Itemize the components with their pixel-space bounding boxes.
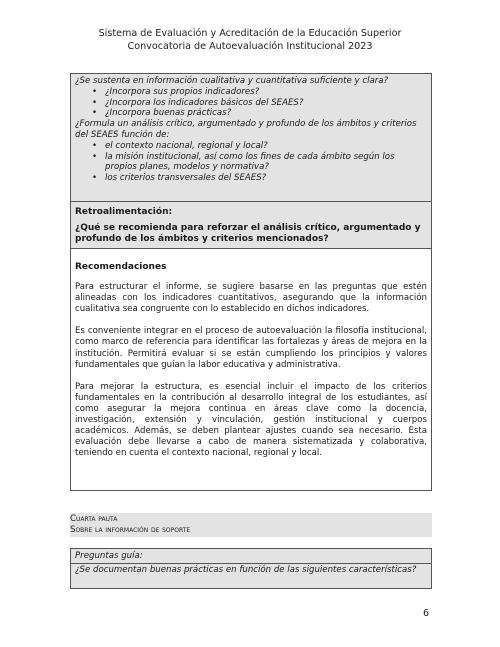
header-line-2: Convocatoria de Autoevaluación Institucional 2023 <box>127 40 373 52</box>
feedback-section <box>71 202 431 249</box>
recommendation-paragraph-2: Es conveniente integrar en el proceso de autoevaluación la filosofía institucional, como marco de referencia para identificar las fortalezas y áreas de mejora en la institución. Permitirá evaluar si se están cumpliendo los principios y valores fundamentales que guían la labor educativa y administrativa. <box>75 326 427 370</box>
bullet-item: • ¿Incorpora sus propios indicadores? <box>75 87 427 98</box>
feedback-title: Retroalimentación: <box>75 207 173 217</box>
guideline-number: Cuarta pauta <box>70 514 118 524</box>
header-line-1: Sistema de Evaluación y Acreditación de la Educación Superior <box>98 28 402 39</box>
recommendations-section <box>71 249 431 474</box>
question-1-bullets <box>75 87 427 119</box>
document-header <box>0 28 500 53</box>
guideline-subject: Sobre la información de soporte <box>70 525 191 535</box>
bullet-item: • ¿Incorpora buenas prácticas? <box>75 108 427 119</box>
guideline-heading <box>70 513 432 537</box>
question-2: ¿Formula un análisis crítico, argumentado y profundo de los ámbitos y criterios del SEAES función de: <box>75 119 417 140</box>
bullet-item: • el contexto nacional, regional y local? <box>75 141 427 152</box>
page-number: 6 <box>423 608 430 619</box>
feedback-question: ¿Qué se recomienda para reforzar el análisis crítico, argumentado y profundo de los ámbitos y criterios mencionados? <box>75 222 421 245</box>
bullet-item: • ¿Incorpora los indicadores básicos del SEAES? <box>75 98 427 109</box>
question-2-bullets <box>75 141 427 184</box>
recommendation-paragraph-1: Para estructurar el informe, se sugiere basarse en las preguntas que estén alineadas con los indicadores cuantitativos, asegurando que la información cualitativa sea congruente con lo establecido en dichos indicadores. <box>75 282 427 315</box>
guide-questions-section <box>71 74 431 202</box>
question-1: ¿Se sustenta en información cualitativa y cuantitativa suficiente y clara? <box>75 76 389 86</box>
guide-question: ¿Se documentan buenas prácticas en función de las siguientes características? <box>71 564 431 588</box>
guide-questions-table <box>70 548 432 589</box>
evaluation-table <box>70 73 432 491</box>
bullet-item: • la misión institucional, así como los fines de cada ámbito según los propios planes, modelos y normativa? <box>75 152 427 174</box>
guide-questions-label: Preguntas guía: <box>71 549 431 564</box>
recommendations-title: Recomendaciones <box>75 262 167 272</box>
bullet-item: • los criterios transversales del SEAES? <box>75 173 427 184</box>
recommendation-paragraph-3: Para mejorar la estructura, es esencial incluir el impacto de los criterios fundamentales en la contribución al desarrollo integral de los estudiantes, así como asegurar la mejora continua en áreas clave como la docencia, investigación, extensión y vinculación, gestión institucional y cuerpos académicos. Además, se deben plantear ajustes cuando sea necesario. Esta evaluación debe llevarse a cabo de manera sistematizada y colaborativa, teniendo en cuenta el contexto nacional, regional y local. <box>75 381 427 459</box>
